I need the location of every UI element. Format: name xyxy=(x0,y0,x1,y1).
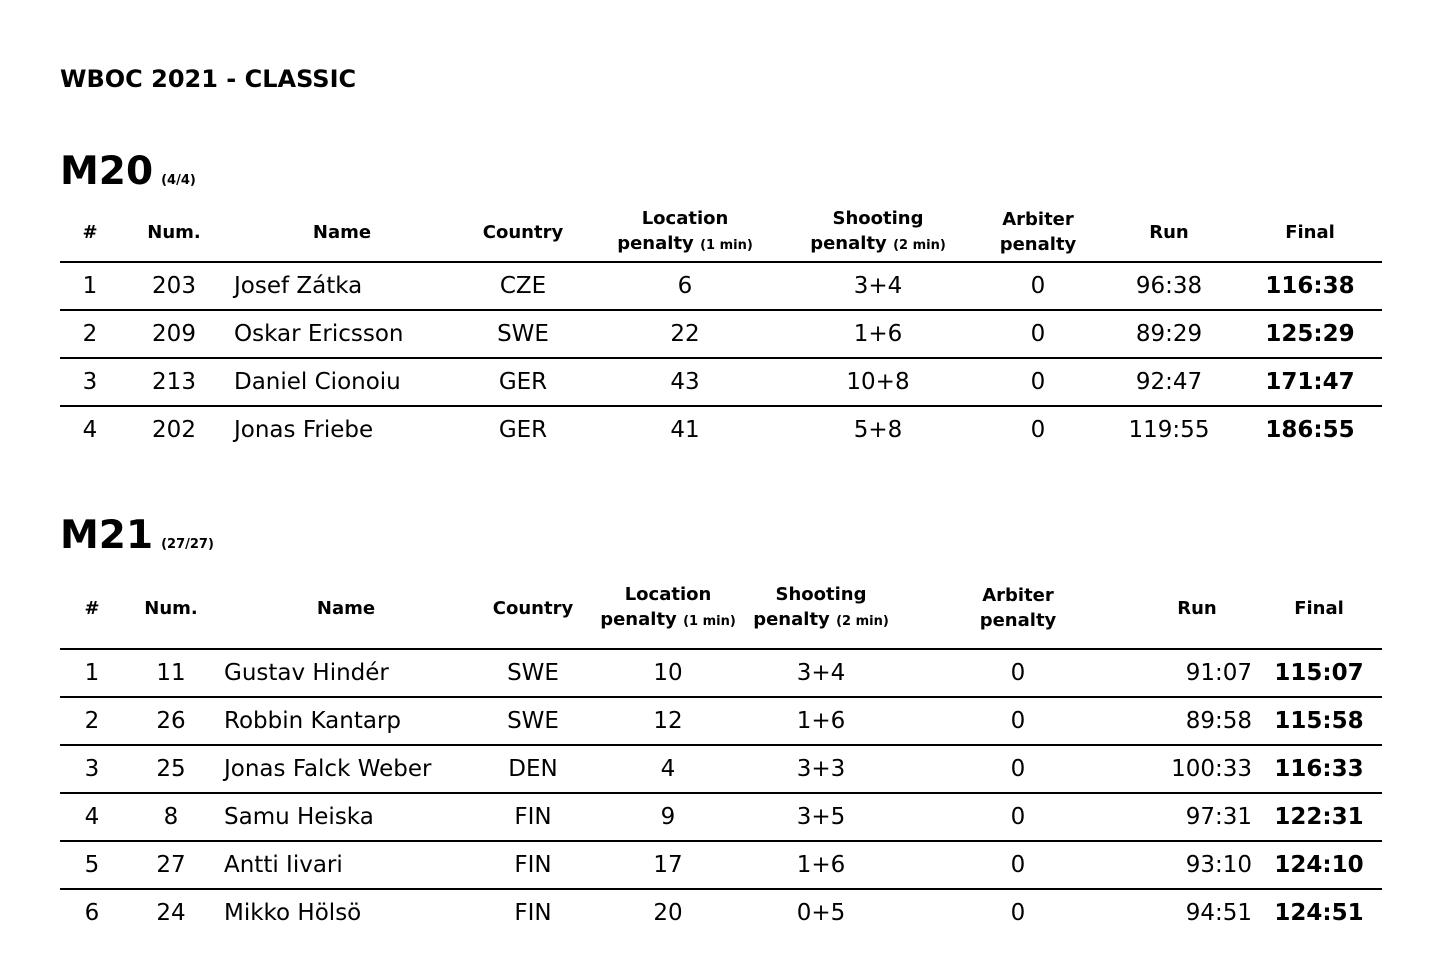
num-header: Num. xyxy=(124,568,218,649)
run-cell: 96:38 xyxy=(1100,262,1238,310)
num-cell: 8 xyxy=(124,793,218,841)
run-cell: 97:31 xyxy=(1138,793,1256,841)
run-header: Run xyxy=(1138,568,1256,649)
country-header: Country xyxy=(456,203,590,262)
category-name: M21 xyxy=(60,513,154,558)
num-cell: 27 xyxy=(124,841,218,889)
country-cell: DEN xyxy=(474,745,592,793)
table-row xyxy=(60,310,1382,358)
results-table-m21 xyxy=(60,568,1382,936)
table-row xyxy=(60,841,1382,889)
arbiter-penalty-header: Arbiter penalty xyxy=(898,568,1138,649)
header-row xyxy=(60,203,1382,262)
final-cell: 186:55 xyxy=(1265,417,1355,443)
num-cell: 209 xyxy=(120,310,228,358)
table-row xyxy=(60,649,1382,697)
run-cell: 93:10 xyxy=(1138,841,1256,889)
shooting-cell: 10+8 xyxy=(780,358,976,406)
location-cell: 20 xyxy=(653,900,683,926)
arbiter-penalty-header: Arbiter penalty xyxy=(976,203,1100,262)
rank-header: # xyxy=(60,568,124,649)
run-cell: 100:33 xyxy=(1138,745,1256,793)
final-header: Final xyxy=(1256,568,1382,649)
shooting-cell: 5+8 xyxy=(853,417,903,443)
category-heading-m21 xyxy=(60,514,214,567)
arbiter-cell: 0 xyxy=(898,793,1138,841)
final-cell: 115:58 xyxy=(1256,697,1382,745)
location-cell: 22 xyxy=(590,310,780,358)
country-cell: FIN xyxy=(474,793,592,841)
rank-cell: 1 xyxy=(60,649,124,697)
shooting-cell: 3+3 xyxy=(744,745,898,793)
country-cell: SWE xyxy=(456,310,590,358)
header-row xyxy=(60,568,1382,649)
category-name: M20 xyxy=(60,149,154,194)
arbiter-cell: 0 xyxy=(898,745,1138,793)
country-cell: FIN xyxy=(474,841,592,889)
num-header: Num. xyxy=(120,203,228,262)
arbiter-cell: 0 xyxy=(898,841,1138,889)
name-cell: Robbin Kantarp xyxy=(218,697,474,745)
run-cell: 92:47 xyxy=(1100,358,1238,406)
run-header: Run xyxy=(1100,203,1238,262)
name-cell: Gustav Hindér xyxy=(218,649,474,697)
table-row xyxy=(60,406,1382,453)
final-cell: 125:29 xyxy=(1238,310,1382,358)
final-cell: 115:07 xyxy=(1256,649,1382,697)
num-cell: 213 xyxy=(120,358,228,406)
num-cell: 24 xyxy=(156,900,186,926)
name-cell: Jonas Friebe xyxy=(234,417,374,443)
run-cell: 94:51 xyxy=(1185,900,1252,926)
rank-cell: 2 xyxy=(60,697,124,745)
name-cell: Samu Heiska xyxy=(218,793,474,841)
shooting-cell: 1+6 xyxy=(780,310,976,358)
rank-cell: 5 xyxy=(60,841,124,889)
results-table-m20 xyxy=(60,203,1382,453)
location-cell: 4 xyxy=(592,745,744,793)
country-header: Country xyxy=(474,568,592,649)
table-row xyxy=(60,793,1382,841)
final-header: Final xyxy=(1238,203,1382,262)
arbiter-cell: 0 xyxy=(976,262,1100,310)
shooting-cell: 0+5 xyxy=(796,900,846,926)
location-cell: 6 xyxy=(590,262,780,310)
num-cell: 203 xyxy=(120,262,228,310)
category-count: (4/4) xyxy=(161,173,196,188)
name-cell: Josef Zátka xyxy=(228,262,456,310)
country-cell: GER xyxy=(456,358,590,406)
final-cell: 124:10 xyxy=(1256,841,1382,889)
location-penalty-header: Location penalty (1 min) xyxy=(592,568,744,649)
rank-cell: 3 xyxy=(60,358,120,406)
table-row xyxy=(60,262,1382,310)
run-cell: 91:07 xyxy=(1138,649,1256,697)
location-cell: 43 xyxy=(590,358,780,406)
category-count: (27/27) xyxy=(161,537,214,552)
country-cell: CZE xyxy=(456,262,590,310)
page-title: WBOC 2021 - CLASSIC xyxy=(60,65,357,93)
shooting-penalty-header: Shooting penalty (2 min) xyxy=(744,568,898,649)
table-row xyxy=(60,889,1382,936)
location-cell: 10 xyxy=(592,649,744,697)
num-cell: 25 xyxy=(124,745,218,793)
shooting-penalty-header: Shooting penalty (2 min) xyxy=(780,203,976,262)
rank-cell: 3 xyxy=(60,745,124,793)
shooting-cell: 1+6 xyxy=(744,697,898,745)
shooting-cell: 3+5 xyxy=(744,793,898,841)
rank-cell: 1 xyxy=(60,262,120,310)
arbiter-cell: 0 xyxy=(1010,900,1026,926)
name-cell: Mikko Hölsö xyxy=(224,900,362,926)
location-cell: 9 xyxy=(592,793,744,841)
name-cell: Oskar Ericsson xyxy=(228,310,456,358)
run-cell: 119:55 xyxy=(1128,417,1210,443)
run-cell: 89:58 xyxy=(1138,697,1256,745)
location-cell: 17 xyxy=(592,841,744,889)
arbiter-cell: 0 xyxy=(898,649,1138,697)
final-cell: 124:51 xyxy=(1274,900,1364,926)
name-cell: Jonas Falck Weber xyxy=(218,745,474,793)
rank-header: # xyxy=(60,203,120,262)
run-cell: 89:29 xyxy=(1100,310,1238,358)
name-cell: Daniel Cionoiu xyxy=(228,358,456,406)
name-header: Name xyxy=(218,568,474,649)
table-row xyxy=(60,358,1382,406)
table-row xyxy=(60,697,1382,745)
final-cell: 116:38 xyxy=(1238,262,1382,310)
shooting-cell: 3+4 xyxy=(780,262,976,310)
arbiter-cell: 0 xyxy=(976,358,1100,406)
location-cell: 41 xyxy=(670,417,700,443)
country-cell: SWE xyxy=(474,697,592,745)
country-cell: SWE xyxy=(474,649,592,697)
num-cell: 202 xyxy=(152,417,196,443)
rank-cell: 4 xyxy=(82,417,98,443)
location-cell: 12 xyxy=(592,697,744,745)
rank-cell: 2 xyxy=(60,310,120,358)
name-header: Name xyxy=(228,203,456,262)
final-cell: 171:47 xyxy=(1238,358,1382,406)
arbiter-cell: 0 xyxy=(976,310,1100,358)
country-cell: GER xyxy=(498,417,548,443)
shooting-cell: 1+6 xyxy=(744,841,898,889)
rank-cell: 6 xyxy=(84,900,100,926)
category-heading-m20 xyxy=(60,150,196,203)
shooting-cell: 3+4 xyxy=(744,649,898,697)
arbiter-cell: 0 xyxy=(1030,417,1046,443)
num-cell: 11 xyxy=(124,649,218,697)
location-penalty-header: Location penalty (1 min) xyxy=(590,203,780,262)
final-cell: 116:33 xyxy=(1256,745,1382,793)
num-cell: 26 xyxy=(124,697,218,745)
name-cell: Antti Iivari xyxy=(218,841,474,889)
table-row xyxy=(60,745,1382,793)
rank-cell: 4 xyxy=(60,793,124,841)
country-cell: FIN xyxy=(514,900,552,926)
final-cell: 122:31 xyxy=(1256,793,1382,841)
arbiter-cell: 0 xyxy=(898,697,1138,745)
